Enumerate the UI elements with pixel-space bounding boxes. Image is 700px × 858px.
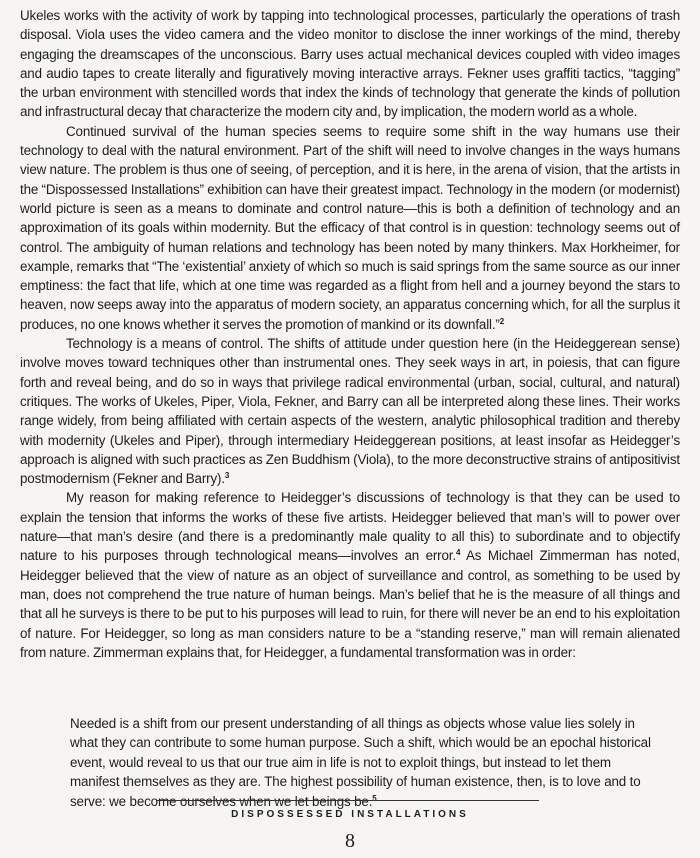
paragraph-4 [20, 488, 680, 662]
paragraph-1 [20, 6, 680, 122]
footnote-ref-4: 4 [455, 548, 461, 558]
block-quote [70, 714, 660, 811]
paragraph-2-text: Continued survival of the human species seems to require some shift in the way humans use their technology to deal with the natural environment. Part of the shift will need to involve changes in the ways humans view nature. The problem is thus one of seeing, of perception, and it is here, in the arena of vision, that the artists in the “Dispossessed Installations” exhibition can have their greatest impact. Technology in the modern (or modernist) world picture is seen as a means to dominate and control nature—this is both a definition of technology and an approximation of its goals within modernity. But the efficacy of that control is in question: technology seems out of control. The ambiguity of human relations and technology has been noted by many thinkers. Max Horkheimer, for example, remarks that “The ‘existential’ anxiety of which so much is said springs from the same source as our inner emptiness: the fact that life, which at one time was regarded as a flight from hell and a journey beyond the stars to heaven, now seeps away into the apparatus of modern society, an apparatus concerning which, for all the surplus it produces, no one knows whether it serves the promotion of mankind or its downfall.” [20, 123, 680, 332]
footnote-ref-2: 2 [499, 316, 505, 326]
paragraph-4-text-start: My reason for making reference to Heidegger’s discussions of technology is that they can be used to explain the tension that informs the works of these five artists. Heidegger believed that man’s will to power over nature—that man’s desire (and there is a predominantly male quality to all this) to subordinate and to objectify nature to his purposes through technological means—involves an error. [20, 490, 680, 564]
footnote-ref-5: 5 [372, 793, 377, 803]
paragraph-4-text-end: As Michael Zimmerman has noted, Heidegger believed that the view of nature as an object of surveillance and control, as something to be used by man, does not comprehend the true nature of human beings. Man’s belief that he is the measure of all things and that all he surveys is there to be put to his purposes will lead to ruin, for there will never be an end to his exploitation of nature. For Heidegger, so long as man considers nature to be a “standing reserve,” man will remain alienated from nature. Zimmerman explains that, for Heidegger, a fundamental transformation was in order: [20, 548, 680, 660]
paragraph-3-text: Technology is a means of control. The shifts of attitude under question here (in the Heideggerean sense) involve moves toward techniques other than instrumental ones. They seek ways in art, in poiesis, that can figure forth and reveal being, and do so in ways that privilege radical environmental (urban, social, cultural, and natural) critiques. The works of Ukeles, Piper, Viola, Fekner, and Barry can all be interpreted along these lines. Their works range widely, from being affiliated with certain aspects of the western, analytic philosophical tradition and thereby with modernity (Ukeles and Piper), through intermediary Heideggerean positions, at least insofar as Heidegger’s approach is aligned with such practices as Zen Buddhism (Viola), to the more deconstructive strains of antipositivist postmodernism (Fekner and Barry). [20, 336, 680, 487]
page-number: 8 [345, 830, 355, 852]
block-quote-paragraph [70, 714, 660, 811]
running-footer: DISPOSSESSED INSTALLATIONS [231, 809, 469, 820]
block-quote-text: Needed is a shift from our present understanding of all things as objects whose value lies solely in what they can contribute to some human purpose. Such a shift, which would be an epochal historical event, would reveal to us that our true aim in life is not to exploit things, but instead to let them manifest themselves as they are. The highest possibility of human existence, then, is to love and to serve: we become ourselves when we let beings be. [70, 716, 651, 809]
footer-divider [157, 800, 539, 801]
paragraph-2 [20, 122, 680, 334]
footnote-ref-3: 3 [224, 471, 230, 481]
paragraph-3 [20, 334, 680, 488]
body-text [20, 6, 680, 662]
paragraph-1-text: Ukeles works with the activity of work by tapping into technological processes, particularly the operations of trash disposal. Viola uses the video camera and the video monitor to disclose the inner workings of the mind, thereby engaging the dreamscapes of the unconscious. Barry uses actual mechanical devices coupled with video images and audio tapes to create literally and figuratively moving interactive arrays. Fekner uses graffiti tactics, “tagging” the urban environment with stencilled words that index the kinds of technology that generate the kinds of pollution and infrastructural decay that characterize the modern city and, by implication, the modern world as a whole. [20, 8, 680, 120]
